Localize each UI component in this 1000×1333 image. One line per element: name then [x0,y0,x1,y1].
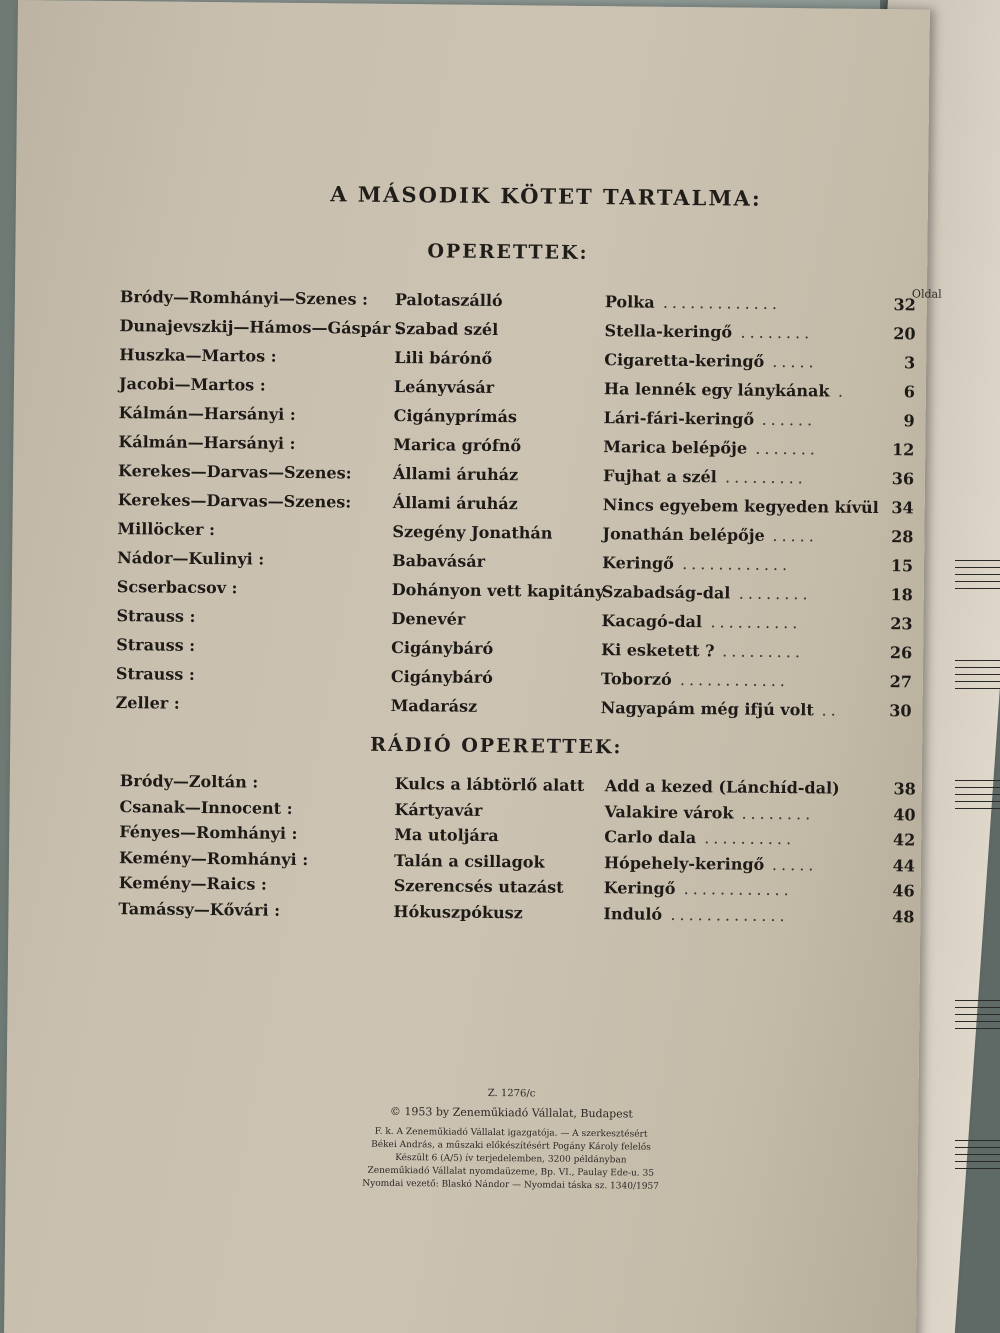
operetta-title: Szabad szél [394,318,499,340]
contents-row [119,374,919,408]
song-title: Fujhat a szél [602,466,717,487]
page-number: 42 [892,830,916,850]
contents-row [117,548,917,582]
song-title: Nagyapám még ifjú volt [600,698,814,720]
page-number: 23 [890,614,913,634]
page-number: 9 [903,411,915,431]
catalog-code: Z. 1276/c [487,1087,536,1100]
operetta-title: Cigánybáró [390,666,493,688]
page-number: 26 [889,643,913,663]
song-title: Induló [603,903,663,924]
song-title: Toborzó [600,669,672,689]
composer-name: Strauss : [115,664,195,684]
page-number: 32 [893,295,916,315]
dot-leader: ......... [724,467,807,488]
dot-leader: ..... [772,525,818,546]
song-title: Keringő [602,553,674,573]
composer-name: Nádor—Kulinyi : [117,548,265,569]
composer-name: Bródy—Romhányi—Szenes : [119,287,369,309]
composer-name: Dunajevszkij—Hámos—Gáspár : [119,316,403,339]
contents-row [120,287,920,321]
operetta-title: Cigánybáró [391,637,494,659]
music-staff [955,780,1000,815]
composer-name: Huszka—Martos : [119,345,277,366]
page-number: 34 [891,498,914,518]
dot-leader: .......... [704,828,796,849]
operetta-title: Denevér [391,608,466,629]
operetta-title: Hókuszpókusz [393,901,523,922]
page-number: 15 [890,556,914,576]
contents-row [117,519,917,553]
operetta-title: Cigányprímás [393,405,518,427]
composer-name: Tamássy—Kővári : [118,898,281,920]
contents-row [118,490,918,524]
imprint-line: Zeneműkiadó Vállalat nyomdaüzeme, Bp. VI., Paulay Ede-u. 35 [367,1165,655,1179]
music-staff [955,1140,1000,1175]
page-number: 48 [892,906,915,926]
dot-leader: ......... [722,641,805,662]
composer-name: Fényes—Romhányi : [119,822,298,843]
dot-leader: ............. [662,292,782,314]
song-title: Keringő [603,878,676,898]
song-title: Marica belépője [603,437,748,458]
song-title: Cigaretta-keringő [604,350,765,371]
song-title: Jonathán belépője [602,524,765,545]
operetta-title: Szegény Jonathán [392,521,553,543]
music-staff [955,660,1000,695]
dot-leader: ............ [682,553,792,575]
operetta-title: Babavásár [392,550,486,571]
operetta-title: Állami áruház [392,463,519,485]
song-title: Valakire várok [604,801,734,823]
song-title: Szabadság-dal [601,582,731,603]
dot-leader: . [837,381,848,401]
imprint-line: Nyomdai vezető: Blaskó Nándor — Nyomdai táska sz. 1340/1957 [362,1178,659,1192]
song-title: Kacagó-dal [601,611,703,632]
composer-name: Kerekes—Darvas—Szenes: [117,490,352,512]
page-number: 44 [892,855,916,875]
copyright-line: © 1953 by Zeneműkiadó Vállalat, Budapest [389,1104,633,1121]
contents-row [119,403,919,437]
composer-name: Bródy—Zoltán : [119,771,259,792]
operetta-title: Palotaszálló [394,289,503,311]
contents-page [4,0,942,1333]
music-staff [955,1000,1000,1035]
page-number: 12 [891,440,915,460]
music-staff [955,560,1000,595]
page-title: A MÁSODIK KÖTET TARTALMA: [330,181,762,211]
operetta-title: Lili bárónő [394,347,493,368]
dot-leader: ...... [761,409,817,430]
page-number: 27 [889,672,913,692]
page-number: 30 [889,701,912,721]
contents-row [117,577,917,611]
composer-name: Csanak—Innocent : [119,796,293,818]
song-title: Lári-fári-keringő [603,408,755,429]
page-number: 46 [892,881,915,901]
composer-name: Kerekes—Darvas—Szenes: [117,461,352,483]
page-number: 38 [893,779,916,799]
composer-name: Strauss : [116,606,196,626]
contents-row [119,345,919,379]
composer-name: Kemény—Raics : [118,873,267,894]
composer-name: Zeller : [115,693,180,713]
song-title: Stella-keringő [604,321,733,342]
song-title: Ki esketett ? [601,640,715,661]
song-title: Add a kezed (Lánchíd-dal) [604,776,840,798]
imprint-line: Békei András, a műszaki előkészítésért Pogány Károly felelős [371,1139,651,1153]
dot-leader: ....... [755,438,820,459]
contents-row [116,606,916,640]
song-title: Polka [604,292,655,312]
operetta-title: Kártyavár [394,799,483,820]
composer-name: Kálmán—Harsányi : [118,432,296,453]
operetta-title: Madarász [390,695,478,716]
dot-leader: ..... [771,854,818,874]
song-title: Nincs egyebem kegyeden kívül [602,495,879,518]
operetta-title: Állami áruház [392,492,518,514]
dot-leader: ........ [741,803,815,823]
composer-name: Kálmán—Harsányi : [118,403,296,424]
operetta-title: Talán a csillagok [393,850,545,872]
imprint-line: Készült 6 (A/5) ív terjedelemben, 3200 példányban [395,1153,627,1166]
composer-name: Scserbacsov : [116,577,238,598]
composer-name: Jacobi—Martos : [118,374,266,395]
song-title: Hópehely-keringő [603,852,765,874]
dot-leader: .. [821,700,840,720]
composer-name: Strauss : [116,635,196,655]
page-number: 36 [891,469,915,489]
contents-row [118,461,918,495]
page-number: 40 [893,804,916,824]
dot-leader: ........ [740,322,814,343]
section-heading-operettek: OPERETTEK: [427,240,589,264]
song-title: Ha lennék egy lánykának [603,379,830,401]
dot-leader: ..... [772,351,818,372]
operetta-title: Szerencsés utazást [393,875,564,897]
dot-leader: ............ [679,669,790,691]
contents-row [115,693,915,727]
dot-leader: ........ [738,583,812,604]
contents-row [116,635,916,669]
operetta-title: Dohányon vett kapitány [391,579,605,602]
dot-leader: ............. [670,904,789,925]
dot-leader: ............ [683,879,793,900]
operetta-title: Marica grófnő [393,434,522,456]
operetta-title: Kulcs a lábtörlő alatt [394,773,585,795]
page-number: 28 [891,527,914,547]
song-title: Carlo dala [604,827,697,848]
contents-row [116,664,916,698]
page-column-label: Oldal [911,287,942,301]
imprint-block [316,1085,707,1194]
page-number: 18 [890,585,913,605]
page-number: 6 [903,382,916,402]
contents-row [118,432,918,466]
page-number: 3 [904,353,916,373]
composer-name: Kemény—Romhányi : [118,847,309,869]
operetta-title: Leányvásár [393,376,495,398]
imprint-line: F. k. A Zeneműkiadó Vállalat igazgatója. — A szerkesztésért [374,1126,648,1140]
page-number: 20 [893,324,916,344]
section-heading-radio-operettek: RÁDIÓ OPERETTEK: [370,733,623,759]
composer-name: Millöcker : [117,519,216,540]
dot-leader: .......... [710,612,802,633]
operetta-title: Ma utoljára [394,824,499,846]
contents-row [119,316,919,350]
